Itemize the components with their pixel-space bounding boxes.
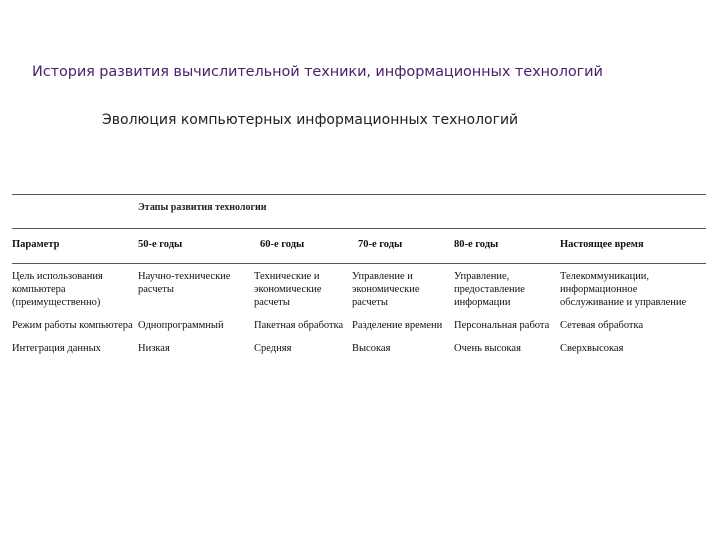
table-cell: Научно-технические расчеты: [138, 271, 231, 295]
table-cell: Очень высокая: [454, 343, 521, 354]
evolution-table: [12, 238, 706, 359]
table-row: [12, 264, 706, 314]
table-cell: Управление и экономические расчеты: [352, 271, 420, 308]
table-cell: Средняя: [254, 343, 292, 354]
header-60s: 60-е годы: [260, 239, 305, 250]
table-cell: Технические и экономические расчеты: [254, 271, 322, 308]
table-caption: Этапы развития технологии: [138, 202, 267, 213]
evolution-table-block: [12, 194, 706, 354]
header-80s: 80-е годы: [454, 239, 499, 250]
table-cell: Пакетная обработка: [254, 320, 344, 331]
slide-subtitle: Эволюция компьютерных информационных технологий: [102, 112, 519, 128]
table-cell: Интеграция данных: [12, 343, 101, 354]
table-cell: Сверхвысокая: [560, 343, 624, 354]
table-row: [12, 313, 706, 336]
table-cell: Управление, предоставление информации: [454, 271, 525, 308]
table-row: [12, 336, 706, 359]
table-header-row: [12, 238, 706, 264]
table-cell: Сетевая обработка: [560, 320, 644, 331]
header-50s: 50-е годы: [138, 239, 183, 250]
slide-title: История развития вычислительной техники, информационных технологий: [32, 64, 603, 80]
table-cell: Разделение времени: [352, 320, 443, 331]
table-cell: Высокая: [352, 343, 391, 354]
table-cell: Однопрограммный: [138, 320, 224, 331]
table-cell: Телекоммуникации, информационное обслуживание и управление: [560, 271, 687, 308]
header-parameter: Параметр: [12, 239, 60, 250]
table-top-rule: [12, 194, 706, 195]
header-70s: 70-е годы: [358, 239, 403, 250]
table-cell: Персональная работа: [454, 320, 550, 331]
table-cell: Режим работы компьютера: [12, 320, 133, 331]
table-cell: Цель использования компьютера (преимущественно): [12, 271, 103, 308]
header-present: Настоящее время: [560, 239, 644, 250]
table-caption-rule: [12, 228, 706, 229]
table-cell: Низкая: [138, 343, 170, 354]
